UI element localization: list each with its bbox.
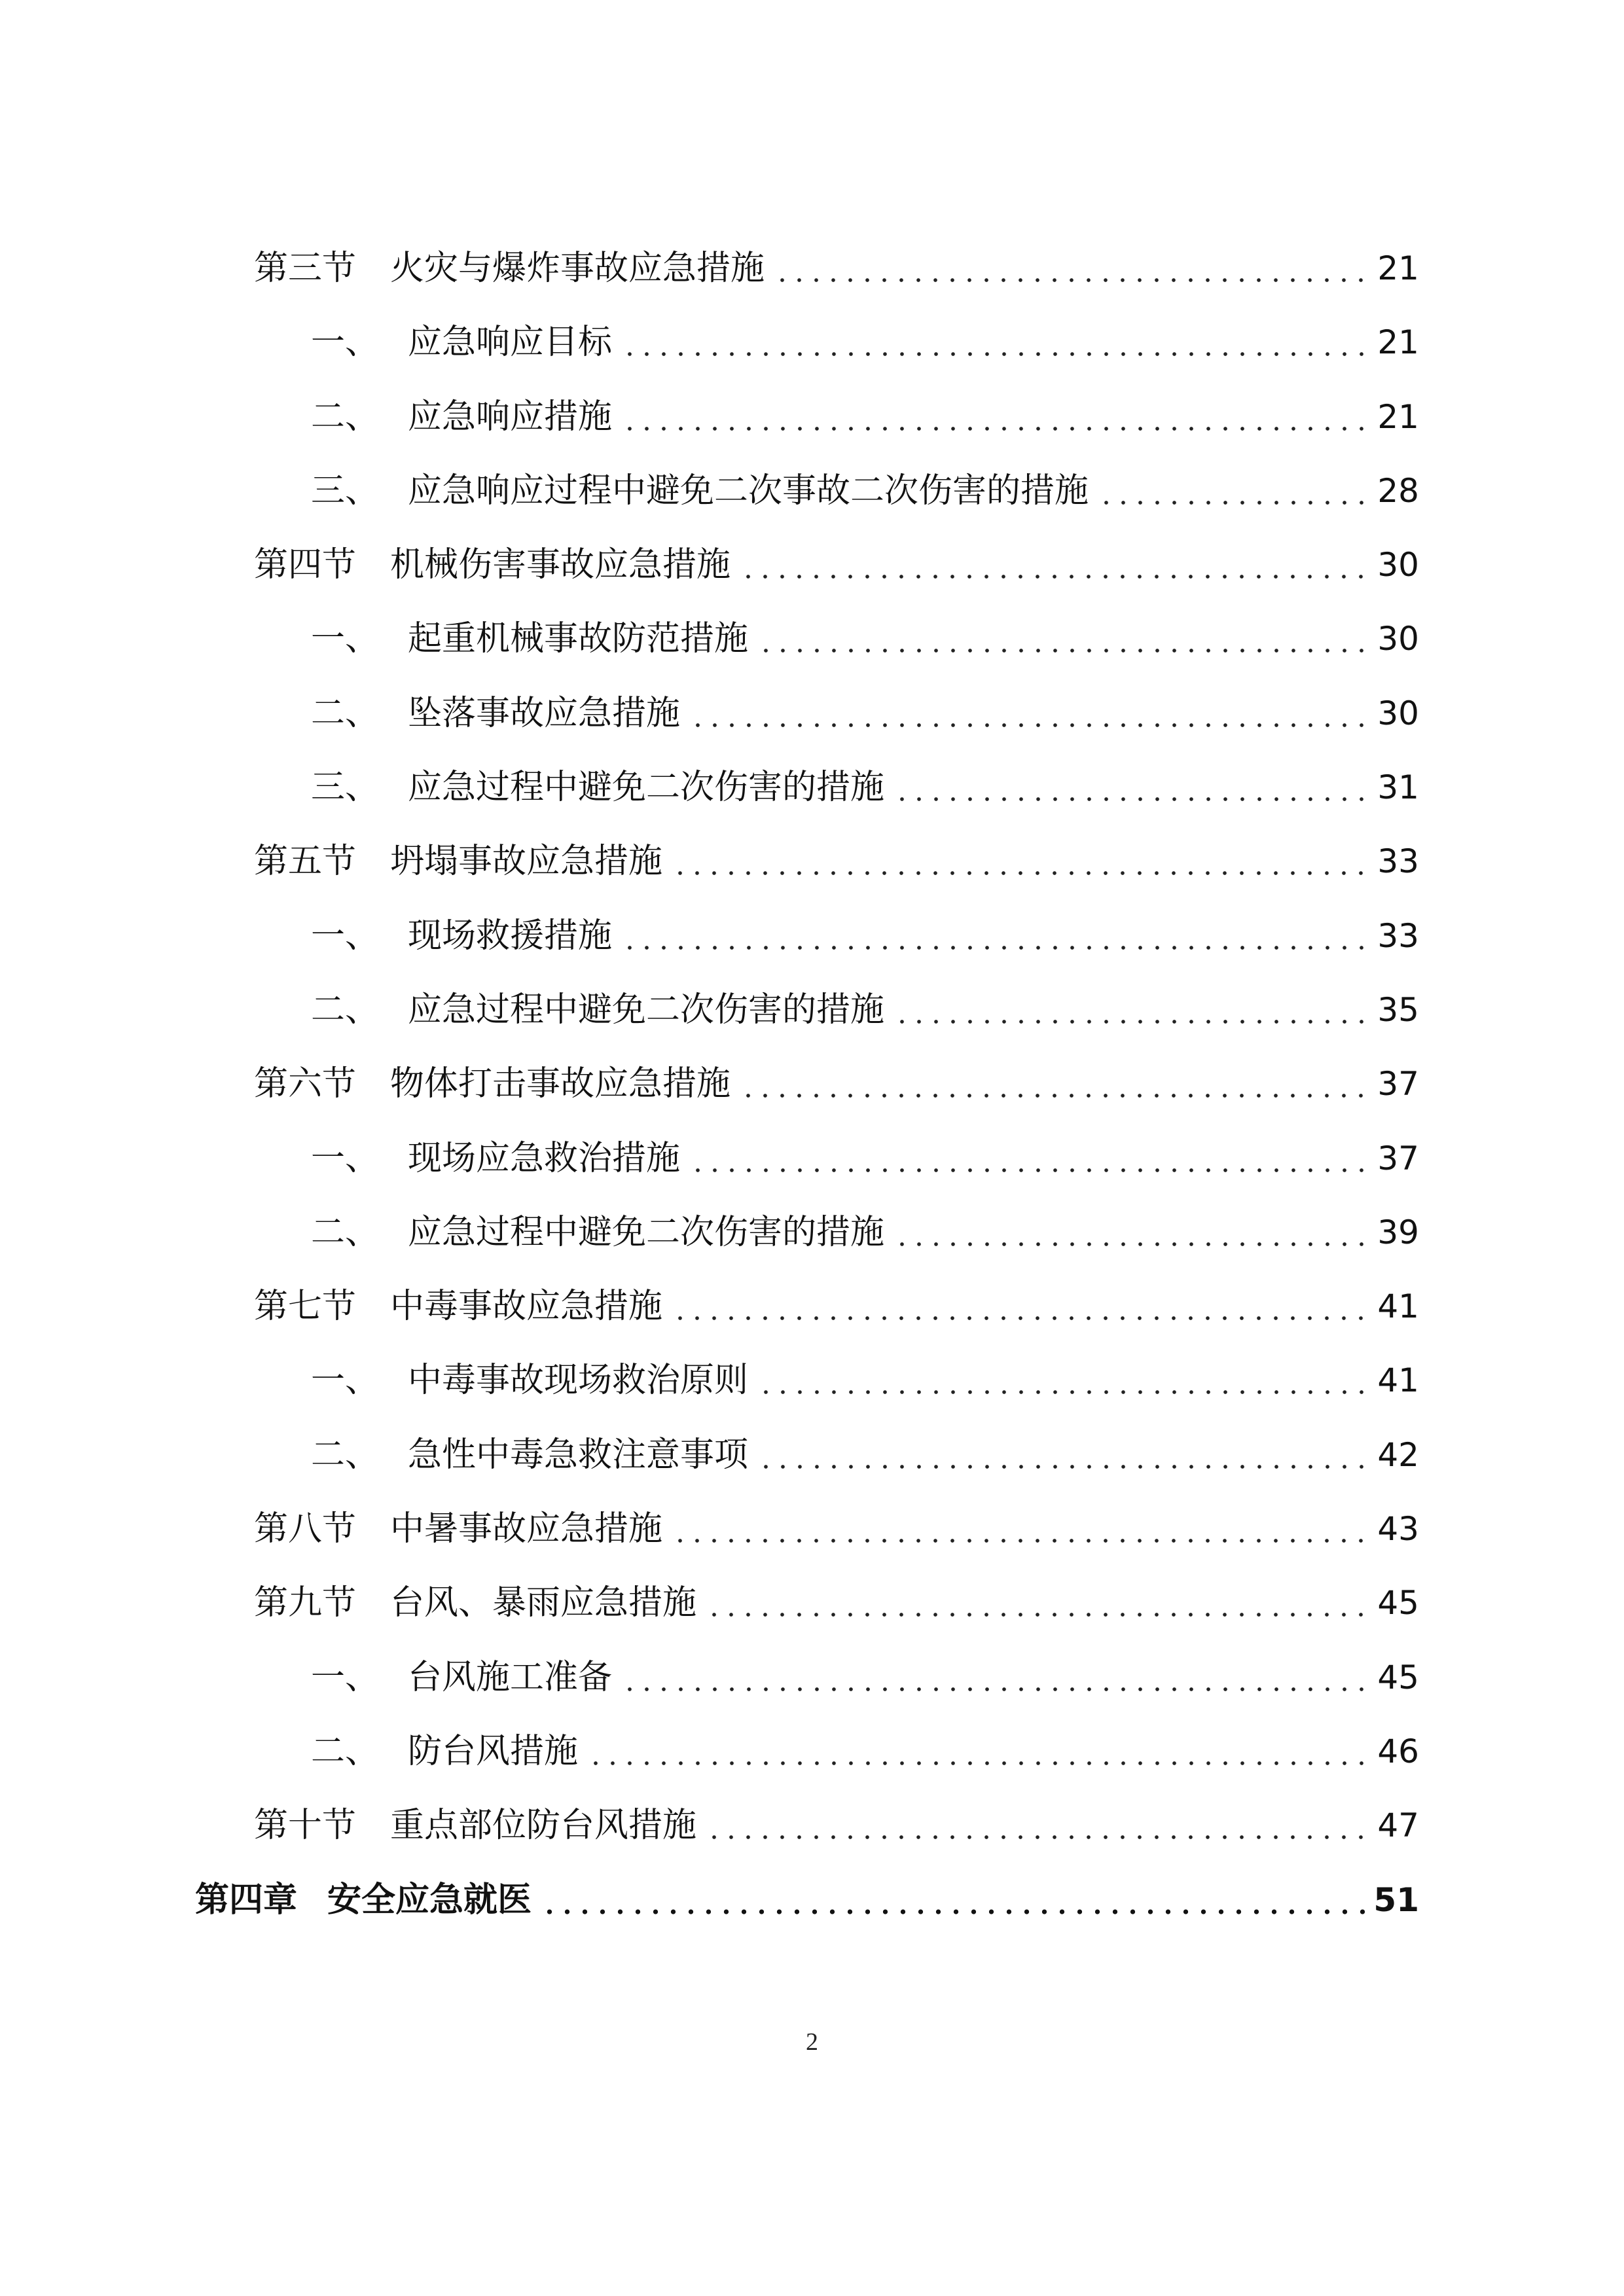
dot-leader <box>740 1058 1371 1110</box>
toc-entry-title: 坍塌事故应急措施 <box>390 842 663 882</box>
toc-subsection-entry[interactable] <box>0 613 1624 687</box>
dot-leader <box>893 1206 1371 1259</box>
toc-subsection-entry[interactable] <box>0 761 1624 835</box>
toc-subsection-entry[interactable] <box>0 910 1624 984</box>
dot-leader <box>757 1354 1371 1407</box>
dot-leader <box>587 1725 1371 1778</box>
dot-leader <box>740 539 1371 591</box>
toc-entry-page-number: 45 <box>1377 1584 1419 1623</box>
toc-section-entry[interactable] <box>0 1058 1624 1132</box>
toc-entry-page-number: 46 <box>1377 1732 1419 1770</box>
dot-leader <box>757 613 1371 665</box>
toc-entry-number: 三、 <box>311 768 380 808</box>
toc-subsection-entry[interactable] <box>0 316 1624 390</box>
toc-section-entry[interactable] <box>0 835 1624 909</box>
toc-entry-page-number: 41 <box>1377 1361 1419 1400</box>
toc-entry-page-number: 41 <box>1377 1287 1419 1326</box>
toc-section-entry[interactable] <box>0 1799 1624 1873</box>
toc-entry-title: 应急响应措施 <box>408 397 613 437</box>
toc-entry-page-number: 30 <box>1377 546 1419 584</box>
toc-entry-title: 火灾与爆炸事故应急措施 <box>390 249 765 288</box>
dot-leader <box>774 242 1371 295</box>
toc-section-entry[interactable] <box>0 242 1624 316</box>
dot-leader <box>672 1503 1371 1555</box>
toc-entry-number: 二、 <box>311 397 380 437</box>
toc-entry-title: 重点部位防台风措施 <box>390 1806 697 1846</box>
toc-entry-title: 应急过程中避免二次伤害的措施 <box>408 1212 885 1252</box>
toc-subsection-entry[interactable] <box>0 465 1624 539</box>
toc-entry-number: 第八节 <box>254 1509 357 1549</box>
dot-leader <box>672 1280 1371 1333</box>
toc-entry-number: 二、 <box>311 693 380 733</box>
toc-entry-number: 第五节 <box>254 842 357 882</box>
toc-entry-title: 应急响应目标 <box>408 323 613 363</box>
toc-entry-title: 防台风措施 <box>408 1731 579 1771</box>
toc-subsection-entry[interactable] <box>0 1725 1624 1799</box>
toc-entry-title: 现场救援措施 <box>408 916 613 956</box>
toc-entry-title: 物体打击事故应急措施 <box>390 1064 731 1104</box>
toc-entry-page-number: 21 <box>1377 323 1419 362</box>
toc-entry-number: 二、 <box>311 1212 380 1252</box>
toc-entry-page-number: 45 <box>1377 1658 1419 1696</box>
toc-entry-page-number: 35 <box>1377 990 1419 1029</box>
toc-entry-title: 台风施工准备 <box>408 1657 613 1697</box>
toc-subsection-entry[interactable] <box>0 1429 1624 1503</box>
page-number-footer: 2 <box>806 2028 818 2056</box>
toc-entry-page-number: 31 <box>1377 768 1419 807</box>
toc-section-entry[interactable] <box>0 539 1624 613</box>
dot-leader <box>621 316 1371 368</box>
dot-leader <box>689 1132 1371 1185</box>
toc-entry-number: 第四节 <box>254 545 357 585</box>
toc-entry-page-number: 21 <box>1377 397 1419 436</box>
toc-subsection-entry[interactable] <box>0 984 1624 1058</box>
toc-entry-page-number: 30 <box>1377 694 1419 732</box>
toc-entry-title: 现场应急救治措施 <box>408 1138 681 1178</box>
dot-leader <box>621 910 1371 962</box>
toc-entry-title: 急性中毒急救注意事项 <box>408 1435 749 1475</box>
toc-chapter-entry[interactable] <box>0 1874 1624 1950</box>
toc-entry-page-number: 47 <box>1377 1806 1419 1845</box>
toc-entry-number: 第九节 <box>254 1583 357 1623</box>
toc-entry-title: 应急响应过程中避免二次事故二次伤害的措施 <box>408 471 1089 511</box>
dot-leader <box>706 1577 1371 1629</box>
dot-leader <box>893 984 1371 1036</box>
toc-section-entry[interactable] <box>0 1577 1624 1651</box>
toc-entry-page-number: 43 <box>1377 1510 1419 1549</box>
toc-entry-number: 一、 <box>311 916 380 956</box>
toc-entry-number: 一、 <box>311 1361 380 1401</box>
toc-section-entry[interactable] <box>0 1280 1624 1354</box>
toc-entry-number: 第六节 <box>254 1064 357 1104</box>
toc-entry-title: 应急过程中避免二次伤害的措施 <box>408 768 885 808</box>
toc-entry-number: 一、 <box>311 1138 380 1178</box>
toc-entry-number: 第四章 <box>195 1879 298 1920</box>
toc-entry-title: 起重机械事故防范措施 <box>408 619 749 659</box>
toc-entry-number: 第三节 <box>254 249 357 288</box>
toc-entry-number: 一、 <box>311 619 380 659</box>
toc-section-entry[interactable] <box>0 1503 1624 1577</box>
dot-leader <box>1098 465 1371 517</box>
toc-entry-number: 一、 <box>311 323 380 363</box>
toc-entry-number: 二、 <box>311 990 380 1030</box>
toc-entry-page-number: 51 <box>1373 1880 1419 1919</box>
toc-entry-title: 应急过程中避免二次伤害的措施 <box>408 990 885 1030</box>
dot-leader <box>689 687 1371 740</box>
toc-entry-page-number: 42 <box>1377 1435 1419 1474</box>
dot-leader <box>621 391 1371 443</box>
toc-entry-page-number: 30 <box>1377 620 1419 658</box>
toc-entry-title: 台风、暴雨应急措施 <box>390 1583 697 1623</box>
dot-leader <box>757 1429 1371 1481</box>
toc-entry-title: 中毒事故现场救治原则 <box>408 1361 749 1401</box>
toc-entry-title: 中毒事故应急措施 <box>390 1287 663 1327</box>
toc-entry-number: 二、 <box>311 1435 380 1475</box>
toc-entry-title: 机械伤害事故应急措施 <box>390 545 731 585</box>
toc-entry-number: 二、 <box>311 1731 380 1771</box>
toc-subsection-entry[interactable] <box>0 1206 1624 1280</box>
toc-entry-title: 安全应急就医 <box>327 1879 532 1920</box>
toc-subsection-entry[interactable] <box>0 1132 1624 1206</box>
toc-entry-number: 三、 <box>311 471 380 511</box>
toc-subsection-entry[interactable] <box>0 1651 1624 1725</box>
toc-entry-page-number: 33 <box>1377 916 1419 955</box>
toc-entry-page-number: 37 <box>1377 1065 1419 1103</box>
dot-leader <box>706 1799 1371 1852</box>
toc-subsection-entry[interactable] <box>0 391 1624 465</box>
toc-entry-number: 第七节 <box>254 1287 357 1327</box>
toc-entry-page-number: 28 <box>1377 471 1419 510</box>
toc-entry-page-number: 33 <box>1377 842 1419 881</box>
toc-entry-number: 一、 <box>311 1657 380 1697</box>
dot-leader <box>621 1651 1371 1704</box>
toc-entry-page-number: 37 <box>1377 1139 1419 1177</box>
toc-entry-title: 坠落事故应急措施 <box>408 693 681 733</box>
dot-leader <box>893 761 1371 814</box>
toc-entry-page-number: 39 <box>1377 1213 1419 1251</box>
toc-entry-title: 中暑事故应急措施 <box>390 1509 663 1549</box>
toc-entry-number: 第十节 <box>254 1806 357 1846</box>
dot-leader <box>541 1874 1367 1926</box>
toc-subsection-entry[interactable] <box>0 1354 1624 1428</box>
dot-leader <box>672 835 1371 888</box>
toc-subsection-entry[interactable] <box>0 687 1624 761</box>
table-of-contents <box>0 242 1624 1950</box>
toc-entry-page-number: 21 <box>1377 249 1419 287</box>
